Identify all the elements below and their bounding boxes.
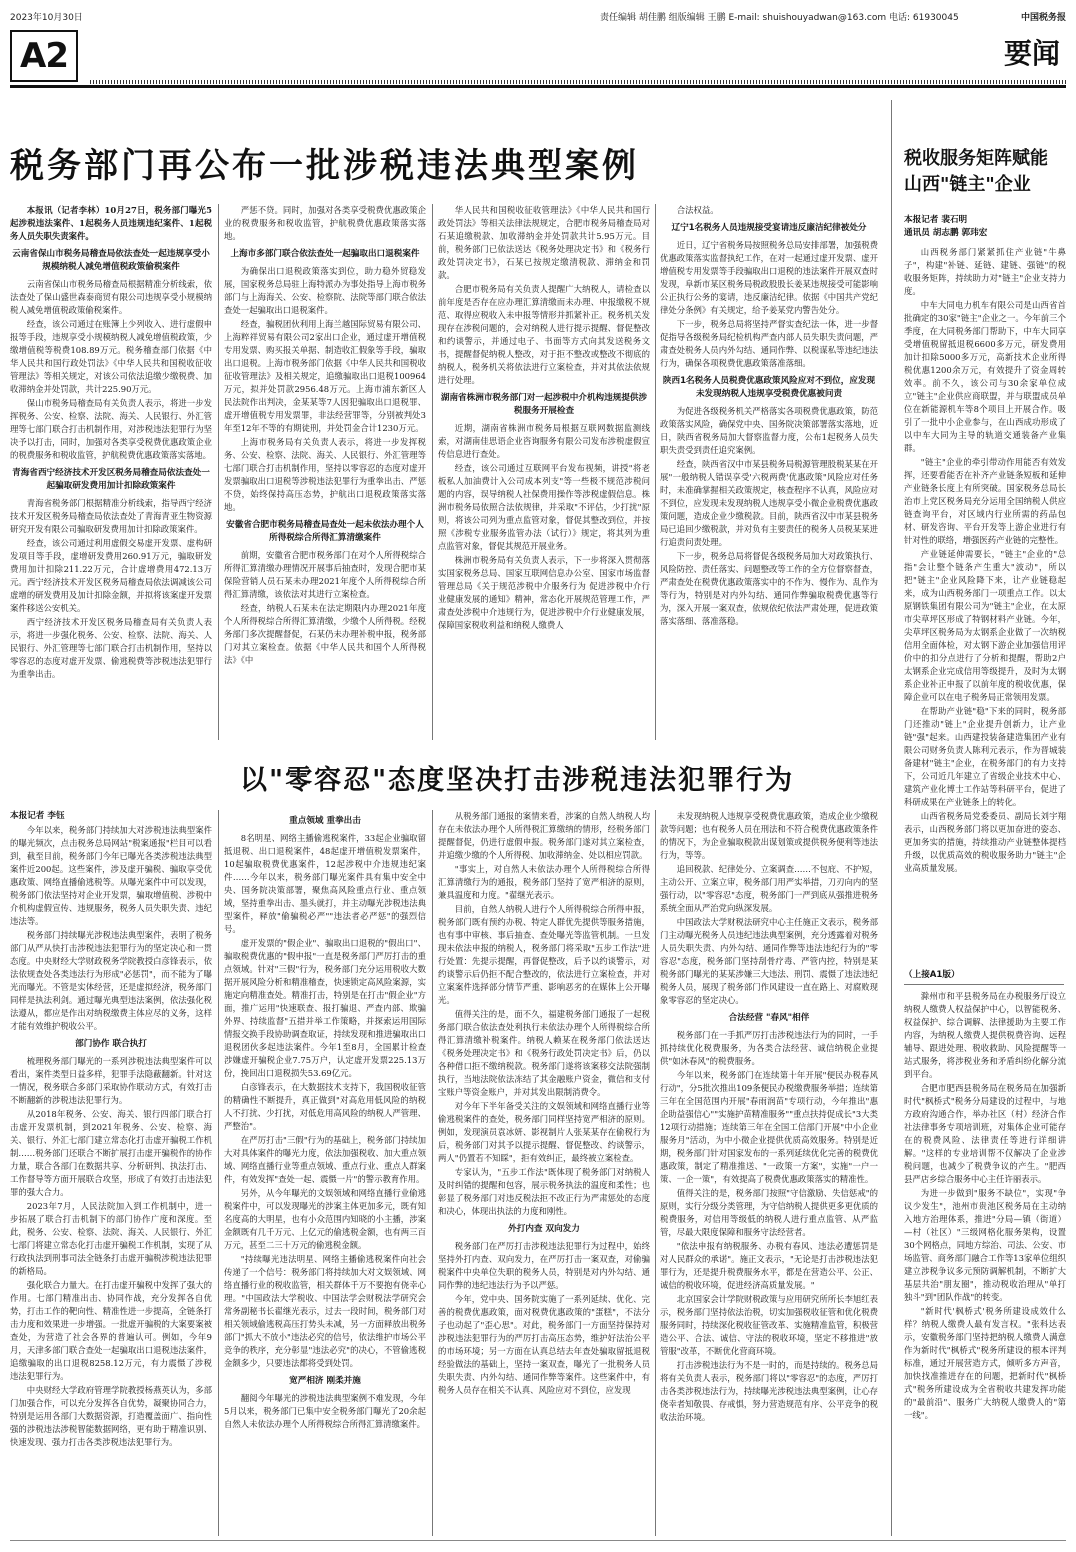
paragraph: 打击涉税违法行为不是一时的，而是持续的。税务总局将有关负责人表示，税务部门将以"零容忍"的态度，严厉打击各类涉税违法行为，持续曝光涉税违法典型案例，让心存侥幸者知敬畏、存戒惧，努力营造规范有序、公平竞争的税收法治环境。 bbox=[660, 1360, 878, 1422]
sidebar-byline-line1: 本报记者 裴石明 bbox=[904, 215, 968, 225]
paragraph: 下一步，税务总局将督促各级税务局加大对政策执行、风险防控、责任落实、问题整改等工作的全方位督察督查，严肃查处在税费优惠政策落实中的不作为、慢作为、乱作为等行为，特别是对内外勾结、通同作弊骗取税费优惠等行为，深入开展一案双查，依规依纪依法严肃处理，促进政策落实落细、落准落稳。 bbox=[660, 551, 878, 626]
paragraph: 株洲市税务局有关负责人表示，下一步将深入贯彻落实国家税务总局、国家互联网信息办公室、国家市场监督管理总局《关于规范涉税中介服务行为 促进涉税中介行业健康发展的通知》精神，常态化开展规范管理工作，严肃查处涉税中介违规行为，促进涉税中介行业健康发展，保障国家税收利益和纳税人缴费人 bbox=[438, 555, 650, 630]
page-number: A2 bbox=[10, 30, 78, 82]
paragraph: 白彦锋表示，在大数据技术支持下，我国税收征管的精确性不断提升，真正做到"对高危用低风险的纳税人不打扰、少打扰，对低危用高风险的纳税人严管理、严整治"。 bbox=[224, 1082, 426, 1131]
subheading: 辽宁1名税务人员违规接受宴请违反廉洁纪律被处分 bbox=[671, 223, 867, 233]
paragraph: 翻阅今年曝光的涉税违法典型案例不难发现，今年5月以来，税务部门已集中安全税务部门曝光了20余起自然人未依法办理个人所得税综合所得汇算清缴案件。 bbox=[224, 1393, 426, 1429]
article2-column-1 bbox=[10, 810, 212, 1536]
rule bbox=[218, 810, 219, 1536]
continued-label: （上接A1版） bbox=[904, 968, 1064, 985]
paragraph: 合法权益。 bbox=[676, 205, 719, 215]
paragraph: 在严厉打击"三假"行为的基础上，税务部门持续加大对具体案件的曝光力度，依法加强税收、加大重点领域、网络直播行业等重点领域、重点行业、重点人群案件，有效发挥"查处一起、震慑一片"的警示教育作用。 bbox=[224, 1135, 426, 1184]
paragraph: 虚开发票的"假企业"、骗取出口退税的"假出口"、骗取税费优惠的"假申报"一直是税务部门严厉打击的重点领域。针对"三假"行为，税务部门充分运用税收大数据开展风险分析和精准稽查，快速锁定高风险案源，实施定向精准查处。精准打击，特别是在打击"假企业"方面，推广运用"快速联查、报打骗退、严查内部、欺骗外界、持续监督"五措并举工作策略，并探索运用国际情报交换手段协助调查取证，持续发现和推进骗取出口退税团伙多起违法案件。今年1至8月，全国累计检查涉嫌虚开骗税企业7.75万户，认定虚开发票225.13万份，挽回出口退税损失53.69亿元。 bbox=[224, 938, 426, 1078]
sidebar-divider bbox=[891, 100, 892, 1536]
paragraph: 从2018年税务、公安、海关、银行四部门联合打击虚开发票机制，到2021年税务、公安、检察、海关、银行、外汇七部门建立常态化打击虚开骗税工作机制……税务部门还联合不断扩展打击虚开骗税作的协作力量，联合各部门在数据共享、分析研判、执法打击、工作督导等方面开展联合攻坚，形成了有效打击违法犯罪的强大合力。 bbox=[10, 1109, 212, 1197]
paragraph: 云南省保山市税务局稽查局根据精准分析线索，依法查处了保山盛世森泰商贸有限公司违规享受小规模纳税人减免增值税政策偷税案件。 bbox=[10, 279, 212, 315]
paragraph: 合肥市税务局有关负责人提醒广大纳税人，请检查以前年度是否存在应办理汇算清缴而未办理、申报缴税不规范、取得应税收入未申报等情形并抓紧补正。税务机关发现存在涉税问题的，会对纳税人进行提示提醒、督促整改和约谈警示，并通过电子、书面等方式向其发送税务文书，提醒督促纳税人整改，对于拒不整改或整改不彻底的纳税人，税务机关将依法进行立案检查，并对其依法依规进行处理。 bbox=[438, 284, 650, 385]
subheading: 湖南省株洲市税务部门对一起涉税中介机构违规提供涉税服务开展检查 bbox=[440, 393, 648, 416]
paragraph: 税务部门在一手抓严厉打击涉税违法行为的同时，一手抓持续优化税费服务，为各类合法经营、诚信纳税企业提供"如沐春风"的税费服务。 bbox=[660, 1030, 878, 1066]
paragraph: 中央财经大学政府管理学院教授杨燕英认为，多部门加强合作，可以充分发挥各自优势，凝聚协同合力，特别是运用各部门大数据资源，打造覆盖面广、指向性强的涉税违法涉税智能数据网络，更有助于精准识别、快速发现、强力打击各类涉税违法犯罪行为。 bbox=[10, 1385, 212, 1447]
paragraph: 本报讯（记者李林）10月27日，税务部门曝光5起涉税违法案件、1起税务人员违规违纪案件、1起税务人员失职失责案件。 bbox=[10, 205, 212, 241]
rule bbox=[432, 204, 433, 740]
paragraph: 未发现纳税人违规享受税费优惠政策，造成企业少缴税款等问题；也有税务人员在刑法和不符合税费优惠政策条件的情况下，为企业骗取税款出谋划策或提供税务便利等违法行为，等等。 bbox=[660, 811, 878, 860]
subheading: 陕西1名税务人员税费优惠政策风险应对不到位，应发现未发现纳税人违规享受税费优惠被问责 bbox=[662, 376, 876, 399]
paragraph: 经查，该公司通过利用虚假交易虚开发票、虚构研发项目等手段，虚增研发费用260.91万元，骗取研发费用加计扣除211.22万元，合计虚增费用472.13万元。西宁经济技术开发区税务局稽查局依法调减该公司虚增的研发费用及加计扣除金额，并拟将该案虚开发票案件移送公安机关。 bbox=[10, 538, 212, 613]
paragraph: "持续曝光违法明星、网络主播偷逃税案件向社会传递了一个信号：税务部门将持续加大对文娱领域、网络直播行业的税收监管，相关群体千万不要抱有侥幸心理。"中国政法大学税收、中国法学会财税法学研究会常务副秘书长翟继光表示，过去一段时间，税务部门对相关领域偷逃税高压打势头未减，另一方面释放出税务部门"抓大不放小"违法必究的信号，依法维护市场公平竞争的秩序，充分彰显"违法必究"的决心，不管偷逃税金额多少，只要违法都将受到处罚。 bbox=[224, 1254, 426, 1368]
paragraph: 8名明星、网络主播偷逃税案件，33起企业骗取留抵退税、出口退税案件，48起虚开增值税发票案件，10起骗取税费优惠案件，12起涉税中介违规违纪案件……今年以来，税务部门曝光案件具有集中安全中央、国务院决策部署，聚焦高风险重点行业、重点领域，坚持重拳出击、墨头就打，并主动曝光涉税违法典型案件，释放"偷骗税必严""违法者必严惩"的强烈信号。 bbox=[224, 833, 426, 934]
paragraph: 对今年下半年备受关注的文娱领域和网络直播行业等偷逃税案件的查处，税务部门同样坚持宽严相济的原则。例如，发现演员袁冰妍、影视制片人张某某存在偷税行为后，税务部门对其予以提示提醒、督促整改、约谈警示，两人"仍置若不知睬"，拒有效纠正，最终被立案检查。 bbox=[438, 1101, 650, 1163]
paragraph: 在帮助产业链"稳"下来的同时，税务部门还推动"链上"企业提升创新力，让产业链"强"起来。山西建投装备建造集团产业有限公司财务负责人陈利元表示，作为晋城装备建材"链主"企业，在税务部门的有力支持下，公司近几年建立了省级企业技术中心、建筑产业化博士工作站等科研平台，促进了科研成果在产业链条上的转化。 bbox=[904, 706, 1066, 807]
paragraph: 经查，该公司通过互联网平台发布视频，讲授"将老板私人加油费计入公司成本列支"等一些极不规范涉税问题的内容，误导纳税人社保费用操作等涉税虚假信息。株洲市税务局依照合法依规律，并采取"不评估，少打扰"原则，将该公司列为重点监管对象，督促其整改到位，并按照《涉税专业服务监管办法（试行）》规定，将其列为重点监管对象，督促其规范开展业务。 bbox=[438, 463, 650, 551]
paragraph: 梳理税务部门曝光的一系列涉税违法典型案件可以看出，案件类型日益多样，犯罪手法隐蔽翻新。针对这一情况，税务联合多部门采取协作联动方式，有效打击不断翻新的涉税违法犯罪行为。 bbox=[10, 1056, 212, 1105]
rule bbox=[655, 204, 656, 740]
paragraph: 青海省税务部门根据精准分析线索，指导西宁经济技术开发区税务局稽查局依法查处了青海青亚生物资源研究开发有限公司骗取研发费用加计扣除政策案件。 bbox=[10, 498, 212, 534]
sidebar-byline-line2: 通讯员 胡志鹏 郭玮宏 bbox=[904, 228, 988, 238]
paragraph: 今年，党中央、国务院实施了一系列延续、优化、完善的税费优惠政策，面对税费优惠政策的"蛋糕"，不法分子也动起了"歪心思"。对此，税务部门一方面坚持保持对涉税违法犯罪行为的严厉打击高压态势，维护好法治公平的市场环境；另一方面在认真总结去年查处骗取留抵退税经验做法的基础上，坚持一案双查，曝光了一批税务人员失职失责、内外勾结、通同作弊等案件。这些案件中，有税务人员存在相关不认真、风险应对不到位，应发现 bbox=[438, 1294, 650, 1395]
paragraph: 为促进各级税务机关严格落实各项税费优惠政策，防范政策落实风险，确保党中央、国务院决策部署落实落地，近日，陕西省税务局加大督察监督力度，公布1起税务人员失职失责受到责任追究案例。 bbox=[660, 406, 878, 455]
sidebar-headline-line1: 税收服务矩阵赋能 bbox=[904, 148, 1048, 169]
paragraph: 目前，自然人纳税人进行个人所得税综合所得申报，税务部门既有预约办税、特定人群优先提供等服务措施，也有事中审核、事后抽查、查处曝光等监管机制。一旦发现未依法申报的纳税人，税务部门将采取"五步工作法"进行处置：先提示提醒，再督促整改，后予以约谈警示，对约谈警示后仍拒不配合整改的，依法进行立案检查，并对立案案件选择部分情节严重、影响恶劣的在媒体上公开曝光。 bbox=[438, 904, 650, 1005]
article2-column-2 bbox=[224, 810, 426, 1536]
article1-column-1 bbox=[10, 204, 212, 740]
paragraph: "链主"企业的牵引带动作用能否有效发挥，还要看能否在补齐产业链条短板和延伸产业链条长度上有所突破。国家税务总局长治市上党区税务局充分运用全国纳税人供应链查询平台，对区域内行业所需的药品包材、研发咨询、平台开发等上游企业进行有针对性的联络，增强医药产业链的完整性。 bbox=[904, 457, 1066, 545]
rule bbox=[218, 204, 219, 740]
paragraph: 产业链延伸需要长，"链主"企业的"总指"会让整个链条产生重大"波动"，所以把"链主"企业风险降下来，让产业链稳起来，成为山西税务部门一项重点工作。以太原钢铁集团有限公司为"链主"企业，在太原市尖草坪区形成了特钢材料产业链。今年，尖草坪区税务局为太钢系企业做了一次纳税信用全面体检，对太钢下游企业加强信用评价中的扣分点进行了分析和提醒，帮助2户太钢系企业完成信用等级提升，及时为太钢系企业补正申报了以前年度的税收优惠，保障企业可以在电子税务局正常领用发票。 bbox=[904, 549, 1066, 702]
subheading: 上海市多部门联合依法查处一起骗取出口退税案件 bbox=[230, 249, 420, 259]
article2-column-4 bbox=[660, 810, 878, 1536]
paragraph: 西宁经济技术开发区税务局稽查局有关负责人表示，将进一步强化税务、公安、检察、法院、海关、人民银行、外汇管理等七部门联合打击机制作用，坚持以零容忍的态度对虚开发票、偷逃税费等涉税违法犯罪行为重拳出击。 bbox=[10, 617, 212, 679]
paragraph: 另外，从今年曝光的文娱领域和网络直播行业偷逃税案件中，可以发现曝光的涉案主体更加多元，既有知名度高的大明星，也有小众范围内知晓的小主播，涉案金额既有几千万元、上亿元的偷逃税金额，也有两三百万元，甚至二三十万元的偷逃税金额。 bbox=[224, 1188, 426, 1250]
paragraph: 经查，纳税人石某未在法定期限内办理2021年度个人所得税综合所得汇算清缴，少缴个人所得税。经税务部门多次提醒督促，石某仍未办理补税申报，税务部门对其立案检查。依据《中华人民共和国个人所得税法》《中 bbox=[224, 603, 426, 665]
editor-info: 责任编辑 胡佳鹏 组版编辑 王鹏 E-mail: shuishouyadwan@163.com 电话: 61930045 bbox=[600, 13, 959, 23]
paragraph: 追回税款、纪律处分、立案调查……不包庇、不护短，主动公开、立案立审，税务部门用严实举措，刀刃向内的坚强行动，以"零容忍"态度，税务部门一严到底从强推进税务系统全面从严治党向纵深发展。 bbox=[660, 864, 878, 913]
continued-body bbox=[904, 990, 1066, 1536]
paragraph: 强化联合力量大。在打击虚开骗税中发挥了强大的作用。七部门精准出击、协同作战，充分发挥各自优势，打击工作的靶向性、精准性进一步提高，全链条打击力度和效果进一步增强。一批虚开骗税的大案要案被查处，为营造了社会各界的普遍认可。例如，今年9月，天津多部门联合查处一起骗取出口退税违法案件，追缴骗取的出口退税8258.12万元，有力震慑了涉税违法犯罪行为。 bbox=[10, 1280, 212, 1381]
paragraph: 经查，骗税团伙利用上海兰越国际贸易有限公司、上海粹祥贸易有限公司2家出口企业，通过虚开增值税专用发票、购买报关单据、制造收汇假象等手段，骗取出口退税。上海市税务部门依据《中华人民共和国税收征收管理法》及相关规定，追缴骗取出口退税100964万元，拟并处罚款2956.48万元。上海市浦东新区人民法院作出判决，金某某等7人因犯骗取出口退税罪、虚开增值税专用发票罪，非法经营罪等，分别被判处3年至12年不等的有期徒刑，并处罚金合计1230万元。 bbox=[224, 319, 426, 433]
paragraph: 华人民共和国税收征收管理法》《中华人民共和国行政处罚法》等相关法律法规规定，合肥市税务局稽查局对石某追缴税款、加收滞纳金并处罚款共计5.95万元。目前，税务部门已依法送达《税务处理决定书》和《税务行政处罚决定书》，石某已按规定缴清税款、滞纳金和罚款。 bbox=[438, 205, 650, 280]
paragraph: "事实上，对自然人未依法办理个人所得税综合所得汇算清缴行为的通报，税务部门坚持了宽严相济的原则，兼具温度和力度。"翟继光表示。 bbox=[438, 864, 650, 900]
subheading: 部门协作 联合执打 bbox=[75, 1039, 147, 1049]
article2-column-3 bbox=[438, 810, 650, 1536]
paragraph: 中国政法大学财税法研究中心主任施正文表示，税务部门主动曝光税务人员违纪违法典型案例，充分透露着对税务人员失职失责、内外勾结、通同作弊等违法违纪行为的"零容忍"态度，税务部门坚持刮骨疗毒、严管内控，特别是某税务部门曝光的某某涉嫌三大违法、刑罚、震慑了违法违纪税务人员，展现了税务部门作风建设一直在路上、对腐败现象零容忍的坚定决心。 bbox=[660, 917, 878, 1005]
subheading: 重点领域 重拳出击 bbox=[289, 816, 361, 826]
paragraph: 山西税务部门紧紧抓住产业链"牛鼻子"，构建"补链、延链、建链、强链"的税收服务矩阵，持续助力对"链主"企业支持力度。 bbox=[904, 247, 1066, 296]
paragraph: 经查，该公司通过在账簿上少列收入、进行虚假申报等手段，违规享受小规模纳税人减免增值税政策，少缴增值税等税费108.89万元。税务稽查部门依据《中华人民共和国行政处罚法》《中华人民共和国税收征收管理法》等相关规定，对该公司依法追缴少缴税费、加收滞纳金并处罚款，共计225.90万元。 bbox=[10, 319, 212, 394]
paragraph: 从税务部门通报的案情来看，涉案的自然人纳税人均存在未依法办理个人所得税汇算缴纳的情形，经税务部门提醒督促，仍进行虚假申报。税务部门遂对其立案检查，并追缴少缴的个人所得税、加收滞纳金、处以相应罚款。 bbox=[438, 811, 650, 860]
paragraph: 近期，湖南省株洲市税务局根据互联网数据监测线索，对湖南佳思语企业咨询服务有限公司发布涉税虚假宣传信息进行查处。 bbox=[438, 423, 650, 459]
paragraph: 北京国家会计学院财税政策与应用研究所所长李旭红表示，税务部门坚持依法治税，切实加强税收征管和优化税费服务同时，持续深化税收征管改革、实施精准监管，积极营造公平、合法、诚信、守法的税收环境，坚定不移推进"放管服"改革，不断优化营商环境。 bbox=[660, 1294, 878, 1356]
paragraph: 前期，安徽省合肥市税务部门在对个人所得税综合所得汇算清缴办理情况开展事后抽查时，发现合肥市某保险营销人员石某未办理2021年度个人所得税综合所得汇算清缴，该依法对其进行立案检查。 bbox=[224, 550, 426, 599]
paragraph: 经查，陕西省汉中市某县税务局税源管理股税某某在开展"一般纳税人错误享受'六税两费'优惠政策"风险应对任务时，未准确掌握相关政策规定，核查程序不认真，风险应对不到位，应发现未发现纳税人违规享受小微企业税费优惠政策问题，造成企业少缴税款。目前，陕西省汉中市某县税务局已追回少缴税款，并对负有主要责任的税务人员税某某进行追责问责处理。 bbox=[660, 459, 878, 547]
paragraph: 严惩不贷。同时，加强对各类享受税费优惠政策企业的税费服务和税收监管，护航税费优惠政策落实落地。 bbox=[224, 205, 426, 241]
article2-headline: 以"零容忍"态度坚决打击涉税违法犯罪行为 bbox=[240, 765, 795, 796]
issue-date: 2023年10月30日 bbox=[10, 13, 83, 23]
paragraph: 今年以来，税务部门持续加大对涉税违法典型案件的曝光频次，点击税务总局网站"税案通报"栏目可以看到，截至目前，税务部门今年已曝光各类涉税违法典型案件近200起。这些案件，涉及虚开骗税、骗取享受优惠政策、网络直播偷逃税等。从曝光案件中可以发现，税务部门依法坚持对企业开发票，骗取增值税、涉税中介机构虚假宣传、违规服务，税务人员失职失责、违纪违法等。 bbox=[10, 825, 212, 926]
paragraph: "新时代'枫桥式'税务所建设成效什么样？纳税人缴费人最有发言权。"张科达表示，安徽税务部门坚持把纳税人缴费人满意作为新时代"枫桥式"税务所建设的根本评判标准，通过开展营造方式，倾听多方声音，加快找准推进存在的问题，把新时代"枫桥式"税务所建设成为全省税收共建发挥功能的"最前沿"、服务广大纳税人缴费人的"第一线"。 bbox=[904, 1306, 1066, 1420]
paragraph: 值得关注的是，面不久，福建税务部门通报了一起税务部门联合依法查处利执行未依法办理个人所得税综合所得汇算清缴补税案件。纳税人赖某在税务部门依法送达《税务处理决定书》和《税务行政处罚决定书》后，仍以各种借口拒不缴纳税款。税务部门遂将该案移交法院强制执行，当地法院依法冻结了其金融账户资金，微信和支付宝账户等资金账户，并对其发出限制消费令。 bbox=[438, 1009, 650, 1097]
top-info-bar bbox=[10, 8, 1066, 24]
subheading: 合法经营 "春风"相伴 bbox=[728, 1013, 810, 1023]
paragraph: 2023年7月，人民法院加入到工作机制中，进一步拓展了联合打击机制下的部门协作广度和深度。至此，税务、公安、检察、法院、海关、人民银行、外汇七部门将建立常态化打击虚开骗税工作机制，实现了从行政执法到刑事司法全链条打击虚开骗税涉税违法犯罪的新格局。 bbox=[10, 1201, 212, 1276]
sidebar-headline-line2: 山西"链主"企业 bbox=[904, 174, 1031, 195]
paragraph: 保山市税务局稽查局有关负责人表示，将进一步发挥税务、公安、检察、法院、海关、人民银行、外汇管理等七部门联合打击机制作用，对涉税违法犯罪行为坚决予以打击，同时，加强对各类享受税费优惠政策企业的税费服务和税收监管，护航税费优惠政策落实落地。 bbox=[10, 398, 212, 460]
paragraph: 为进一步做到"服务不缺位"，实现"争议少发生"，池州市贵池区税务局在主动纳入地方治理体系，推进"分局—镇（街道）—村（社区）"三级网格化服务架构，设置30个网格点，同地方综治、司法、公安、市场监管、商务部门融合工作等13家单位组织建立涉税争议多元预防调解机制，不断扩大基层共治"朋友圈"，推动税收治理从"单打独斗"到"团队作战"的转变。 bbox=[904, 1188, 1066, 1302]
paragraph: 合肥市肥西县税务局在税务局在加强新时代"枫桥式"税务分局建设的过程中，与地方政府沟通合作，举办社区（村）经济合作社法律事务专项培训班，对集体企业可能存在的税费风险、法律责任等进行详细讲解。"这样的专业培训帮不仅解决了企业涉税问题，也减少了税费争议的产生。"肥西县严店乡综合服务中心主任许丽表示。 bbox=[904, 1083, 1066, 1184]
paragraph: 滁州市和平县税务局在办税服务厅设立纳税人缴费人权益保护中心，以智能税务、权益保护、综合调解、法律援助为主要工作内容，为纳税人缴费人提供税费咨询、远程辅导、跟进处理、税收救助、风险提醒等一站式服务，将涉税业务和矛盾纠纷化解分流到平台。 bbox=[904, 991, 1066, 1079]
sidebar-body bbox=[904, 246, 1066, 960]
paragraph: "依法申报有纳税服务、办税有春风、违法必遭惩罚是对人民群众的承诺"。施正文表示，"无论是打击涉税违法犯罪行为，还是提升税费服务水平，都是在营造公平、公正、诚信的税收环境，促进经济高质量发展。" bbox=[660, 1241, 878, 1290]
paragraph: 税务部门持续曝光涉税违法典型案件，表明了税务部门从严从快打击涉税违法犯罪行为的坚定决心和一贯态度。中央财经大学财政税务学院教授白彦锋表示，依法依规查处各类违法行为形成"必惩罚"，而不能为了曝光而曝光。不管是实体经营，还是虚拟经济，税务部门同样是执法利剑。通过曝光典型违法案例，依法强化税法遵从，都应是作出对纳税缴费主体应尽的义务，这样才能有效维护税收公平。 bbox=[10, 930, 212, 1031]
paragraph: 今年以来，税务部门在连续第十年开展"便民办税春风行动"，分5批次推出109条便民办税缴费服务举措；连续第三年在全国范围内开展"春雨润苗"专项行动，今年推出"惠企助益强信心""实施护苗精准服务""重点扶持促成长"3大类12项行动措施；连续第三年在全国工信部门开展"中小企业服务月"活动，为中小微企业提供优质高效服务。特别是近期，税务部门针对国家发布的一系列延续优化完善的税费优惠政策，制定了精准推送、"一政策一方案"，实施"一户一策、一企一策"，有效提高了税费优惠政策落实的精准性。 bbox=[660, 1070, 878, 1184]
subheading: 安徽省合肥市税务局稽查局查处一起未依法办理个人所得税综合所得汇算清缴案件 bbox=[226, 520, 424, 543]
paper-name: 中国税务报 bbox=[1020, 13, 1066, 23]
article1-column-3 bbox=[438, 204, 650, 740]
article1-headline: 税务部门再公布一批涉税违法典型案例 bbox=[10, 146, 639, 186]
page-bottom-rule bbox=[10, 1540, 1066, 1541]
paragraph: 为确保出口退税政策落实到位，助力稳外贸稳发展，国家税务总局驻上海特派办为事处指导上海市税务部门与上海海关、公安、检察院、法院等部门联合依法查处一起骗取出口退税案件。 bbox=[224, 266, 426, 315]
subheading: 宽严相济 刚柔并施 bbox=[289, 1376, 361, 1386]
rule bbox=[432, 810, 433, 1536]
byline: 本报记者 李钰 bbox=[10, 811, 65, 821]
section-name: 要闻 bbox=[1003, 37, 1060, 70]
paragraph: 上海市税务局有关负责人表示，将进一步发挥税务、公安、检察、法院、海关、人民银行、外汇管理等七部门联合打击机制作用，坚持以零容忍的态度对虚开发票骗取出口退税等涉税违法犯罪行为重拳出击、严惩不贷，始终保持高压态势，护航出口退税政策落实落地。 bbox=[224, 437, 426, 512]
paragraph: 值得关注的是，税务部门按照"守信激励、失信惩戒"的原则，实行分级分类管理，为守信纳税人提供更多更优质的税费服务，对信用等级低的纳税人进行重点监管、从严监管，尽最大限度保障和服务守法经营者。 bbox=[660, 1188, 878, 1237]
paragraph: 山西省税务局党委委员、副局长刘宇翔表示，山西税务部门将以更加奋进的姿态、更加务实的措施，持续推动产业链整体提档升级，以优质高效的税收服务助力"链主"企业高质量发展。 bbox=[904, 811, 1066, 873]
masthead-hatch bbox=[90, 80, 1066, 84]
subheading: 青海省西宁经济技术开发区税务局稽查局依法查处一起骗取研发费用加计扣除政策案件 bbox=[12, 468, 210, 491]
subheading: 云南省保山市税务局稽查局依法查处一起违规享受小规模纳税人减免增值税政策偷税案件 bbox=[12, 249, 210, 272]
sidebar-byline bbox=[904, 214, 1064, 240]
paragraph: 税务部门在严厉打击涉税违法犯罪行为过程中，始终坚持外打内查、双向发力，在严厉打击一案双查，对偷骗税案件中央单位失职的税务人员，特别是对内外勾结、通同作弊的违纪违法行为予以严惩。 bbox=[438, 1241, 650, 1290]
paragraph: 近日，辽宁省税务局按照税务总局安排部署，加强税费优惠政策落实监督执纪工作，在对一起通过虚开发票、虚开增值税专用发票等手段骗取出口退税的违法案件开展双查时发现，阜新市某区税务局税政股股长姜某违规接受可能影响公正执行公务的宴请，违反廉洁纪律。依据《中国共产党纪律处分条例》有关规定，给予姜某党内警告处分。 bbox=[660, 240, 878, 315]
article1-column-4 bbox=[660, 204, 878, 740]
sidebar-headline bbox=[904, 146, 1064, 198]
masthead bbox=[10, 26, 1066, 88]
article1-column-2 bbox=[224, 204, 426, 740]
subheading: 外打内查 双向发力 bbox=[508, 1224, 580, 1234]
rule bbox=[655, 810, 656, 1536]
paragraph: 专家认为，"五步工作法"既体现了税务部门对纳税人及时纠错的提醒和包容，展示税务执法的温度和柔性；也彰显了税务部门对违反税法拒不改正行为严肃惩处的态度和决心，体现出执法的力度和刚性。 bbox=[438, 1167, 650, 1216]
paragraph: 下一步，税务总局将坚持严督实查纪法一体，进一步督促指导各级税务局纪检机构严查内部人员失职失责问题，严肃查处税务人员内外勾结、通同作弊、以税谋私等违纪违法行为，确保各项税费优惠政策落准落细。 bbox=[660, 319, 878, 368]
paragraph: 中车大同电力机车有限公司是山西省首批确定的30家"链主"企业之一。今年前三个季度，在大同税务部门帮助下，中车大同享受增值税留抵退税6600多万元，研发费用加计扣除5000多万元，高新技术企业所得税优惠1200余万元，有效提升了资金周转效率。前不久，该公司与30余家单位成立"链主"企业供应商联盟，并与联盟成员单位在新能源机车等8个项目上开展合作。吸引了一批中小企业参与，在山西成功形成了以中车大同为主导的轨道交通装备产业集群。 bbox=[904, 300, 1066, 453]
